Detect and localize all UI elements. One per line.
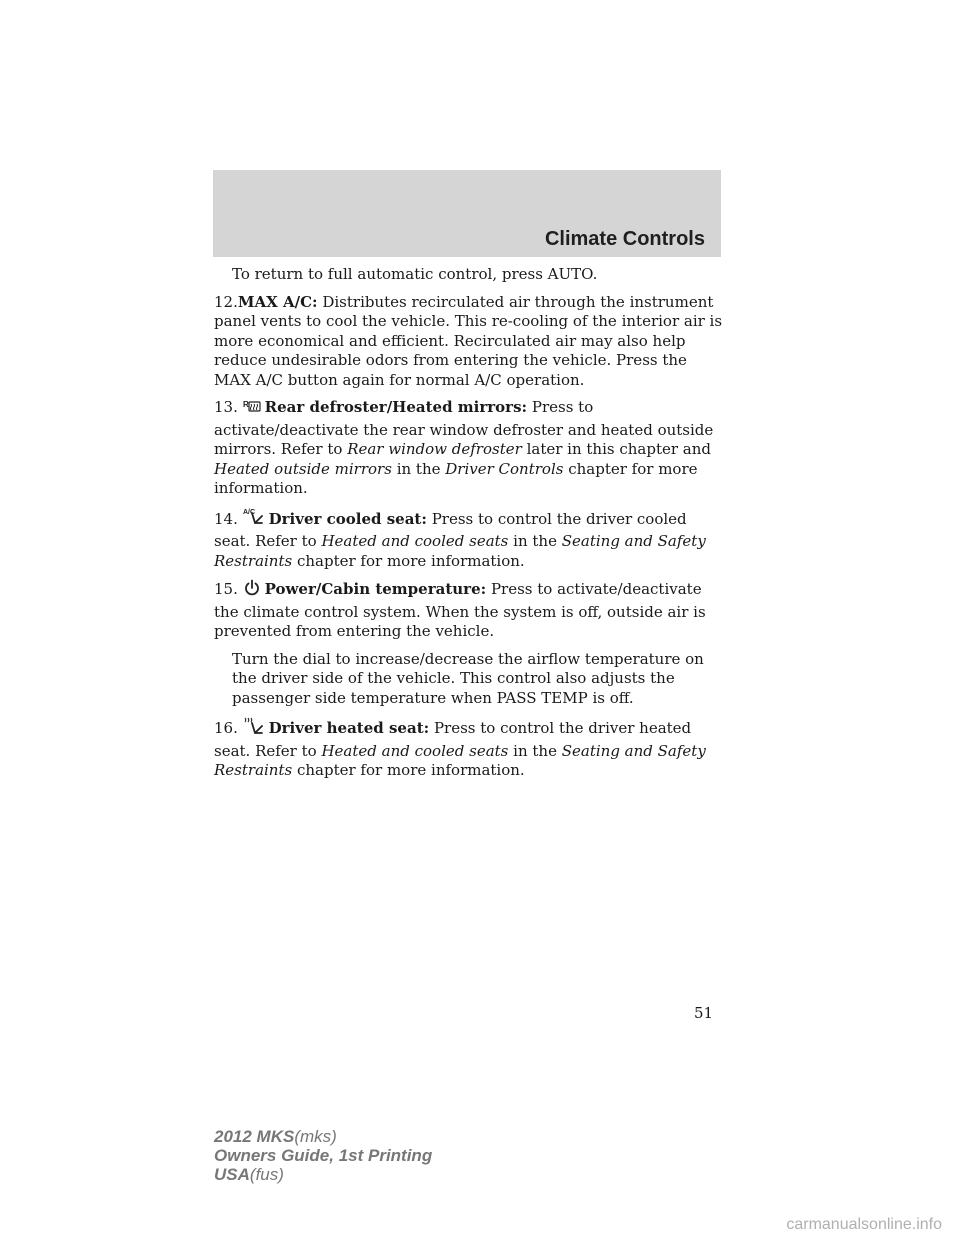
item-reference: Heated and cooled seats (321, 532, 509, 550)
item-text: chapter for more information. (296, 551, 525, 570)
item-text: Press to control the driver heated seat. Refer to (214, 719, 692, 760)
header-band (213, 170, 721, 257)
item-reference: Seating and Safety Restraints (214, 741, 706, 779)
item-number: 14. (214, 509, 238, 528)
footer (214, 1127, 432, 1184)
item-reference: Rear window defroster (347, 440, 522, 458)
item-number: 16. (214, 719, 238, 737)
footer-model-code: (mks) (294, 1127, 337, 1146)
item-number: 12. (214, 292, 238, 311)
item-14 (214, 507, 726, 572)
item-15-subtext: Turn the dial to increase/decrease the airflow temperature on the driver side of the vehicle. This control also adjusts the passenger side temperature when PASS TEMP is off. (232, 649, 704, 707)
item-text: in the (513, 741, 557, 760)
svg-text:R: R (242, 400, 249, 409)
item-term: Driver heated seat: (268, 719, 430, 737)
intro-text: To return to full automatic control, press AUTO. (232, 265, 598, 283)
item-text: chapter for more information. (214, 459, 698, 497)
item-text: Press to control the driver cooled seat. Refer to (214, 509, 687, 550)
item-13 (214, 398, 726, 499)
watermark: carmanualsonline.info (786, 1216, 942, 1233)
section-title: Climate Controls (544, 228, 705, 250)
footer-market: USA (214, 1165, 250, 1184)
footer-market-code: (fus) (249, 1165, 284, 1184)
item-term: MAX A/C: (237, 292, 318, 311)
footer-line-2: Owners Guide, 1st Printing (214, 1146, 433, 1165)
item-16 (214, 716, 726, 781)
item-text: later in this chapter and (526, 440, 711, 458)
item-reference: Driver Controls (445, 459, 564, 478)
footer-line-3 (214, 1165, 432, 1184)
footer-line-1 (214, 1127, 432, 1146)
item-text: chapter for more information. (296, 761, 525, 779)
power-icon (243, 579, 261, 603)
item-text: in the (396, 459, 441, 478)
item-number: 15. (214, 580, 238, 598)
item-text: Press to activate/deactivate the rear window defroster and heated outside mirrors. Refer to (214, 398, 714, 458)
cooled-seat-icon (243, 507, 265, 533)
item-reference: Heated and cooled seats (321, 741, 509, 760)
page-number: 51 (694, 1004, 714, 1022)
item-term: Power/Cabin temperature: (264, 580, 487, 598)
rear-defrost-icon (243, 399, 261, 421)
footer-model: 2012 MKS (214, 1127, 295, 1146)
item-reference: Seating and Safety Restraints (214, 532, 706, 570)
cooled-seat-icon-label: A/C (242, 508, 255, 516)
item-12 (214, 293, 726, 391)
item-text: Press to activate/deactivate the climate control system. When the system is off, outside air is prevented from entering the vehicle. (214, 580, 706, 640)
item-number: 13. (214, 398, 238, 416)
item-term: Driver cooled seat: (268, 509, 427, 528)
item-reference: Heated outside mirrors (214, 459, 392, 478)
item-text: in the (513, 532, 557, 550)
page-content (214, 265, 726, 789)
heated-seat-icon (243, 716, 265, 742)
item-15 (214, 579, 726, 642)
item-term: Rear defroster/Heated mirrors: (264, 398, 528, 416)
item-text: Distributes recirculated air through the instrument panel vents to cool the vehicle. This re-cooling of the interior air is more economical and efficient. Recirculated air may also help reduce undesirable odors from entering the vehicle. Press the MAX A/C button again for normal A/C operation. (214, 292, 723, 389)
